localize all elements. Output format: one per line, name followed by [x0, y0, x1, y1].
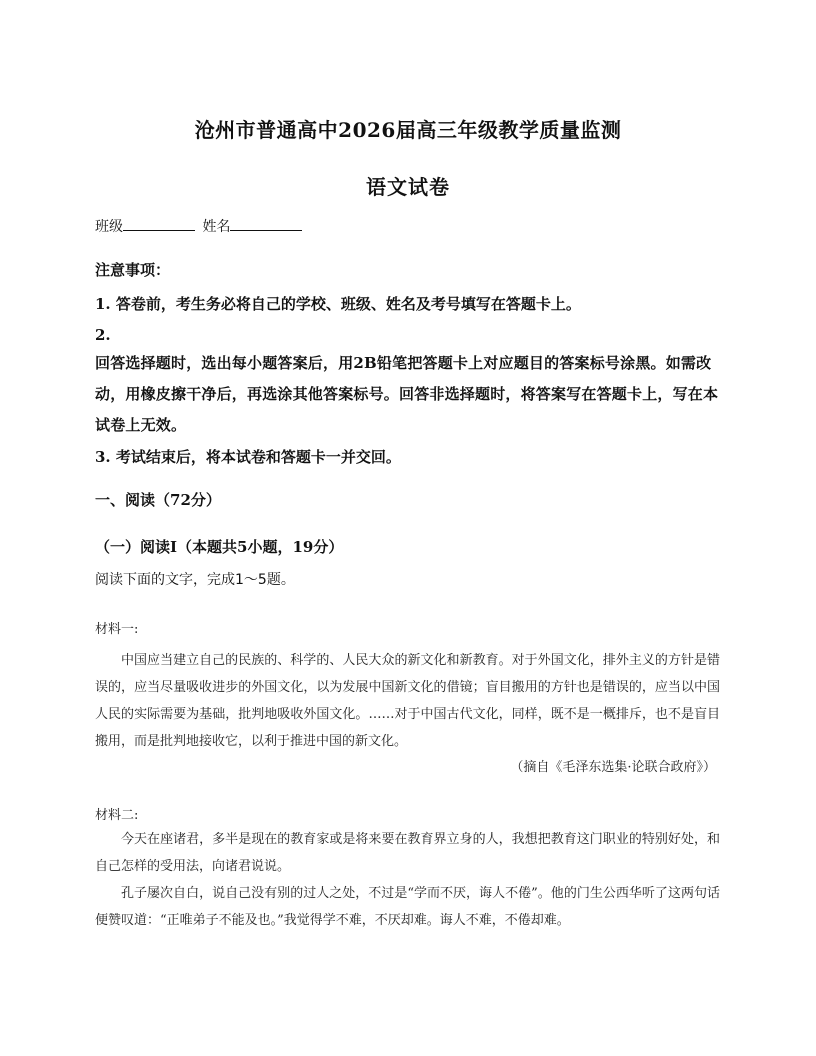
material-1-source: （摘自《毛泽东选集·论联合政府》） [510, 760, 716, 775]
section-heading: 一、阅读（72分） [95, 491, 221, 509]
name-blank [230, 218, 302, 231]
material-2-label: 材料二: [95, 808, 139, 823]
class-label: 班级 [95, 219, 123, 235]
notice-item-2-number: 2. [95, 326, 111, 344]
exam-title: 沧州市普通高中2026届高三年级教学质量监测 [194, 118, 622, 142]
notice-heading: 注意事项： [95, 261, 171, 279]
reading-instruction: 阅读下面的文字，完成1～5题。 [95, 572, 295, 588]
material-2-paragraph-2: 孔子屡次自白，说自己没有别的过人之处，不过是“学而不厌，诲人不倦”。他的门生公西华听了这两句话便赞叹道：“正唯弟子不能及也。”我觉得学不难，不厌却难。诲人不难，不倦却难。 [95, 886, 720, 928]
material-2-paragraph-1: 今天在座诸君，多半是现在的教育家或是将来要在教育界立身的人，我想把教育这门职业的特别好处，和自己怎样的受用法，向诸君说说。 [95, 832, 720, 874]
material-1-text: 中国应当建立自己的民族的、科学的、人民大众的新文化和新教育。对于外国文化，排外主义的方针是错误的，应当尽量吸收进步的外国文化，以为发展中国新文化的借镜；盲目搬用的方针也是错误的，应当以中国人民的实际需要为基础，批判地吸收外国文化。……对于中国古代文化，同样，既不是一概排斥，也不是盲目搬用，而是批判地接收它，以利于推进中国的新文化。 [95, 653, 720, 749]
material-1-label: 材料一: [95, 622, 139, 637]
notice-item-3: 3. 考试结束后，将本试卷和答题卡一并交回。 [95, 448, 401, 466]
notice-item-2-text: 回答选择题时，选出每小题答案后，用2B铅笔把答题卡上对应题目的答案标号涂黑。如需改动，用橡皮擦干净后，再选涂其他答案标号。回答非选择题时，将答案写在答题卡上，写在本试卷上无效。 [95, 354, 719, 434]
class-name-line [95, 216, 305, 236]
sub-section-heading: （一）阅读Ⅰ（本题共5小题，19分） [95, 538, 344, 556]
exam-subtitle: 语文试卷 [366, 175, 450, 199]
class-blank [123, 218, 195, 231]
name-label: 姓名 [202, 219, 231, 235]
notice-item-1: 1. 答卷前，考生务必将自己的学校、班级、姓名及考号填写在答题卡上。 [95, 295, 581, 313]
